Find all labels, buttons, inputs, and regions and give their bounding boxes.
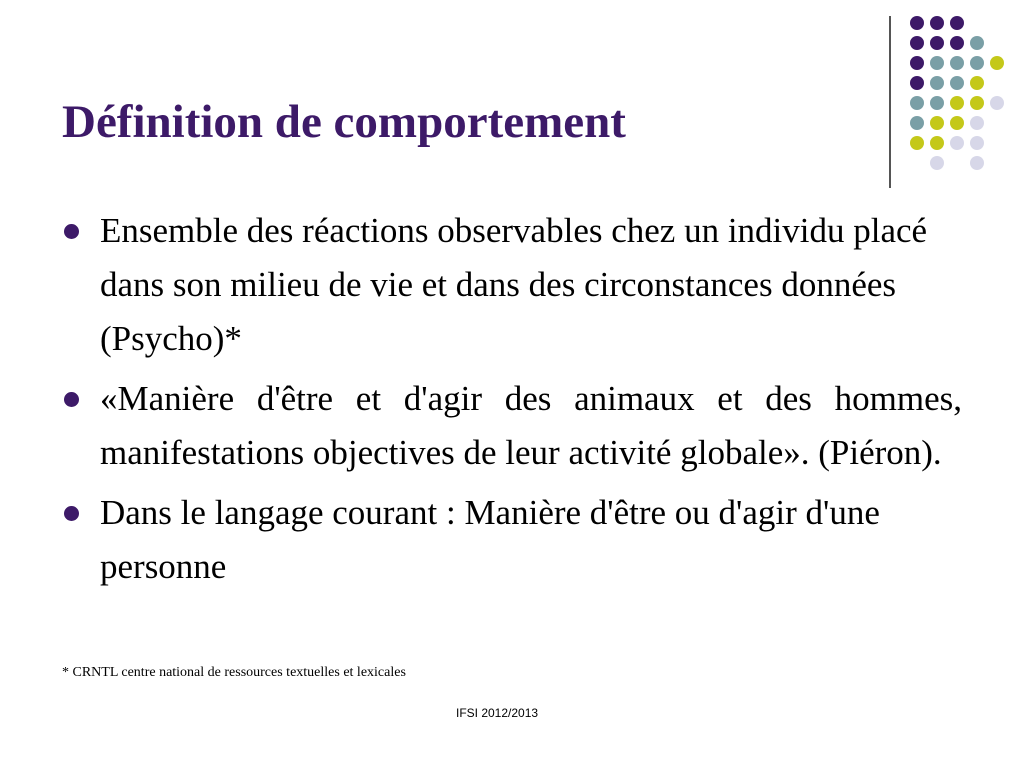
decor-dot xyxy=(930,96,944,110)
decor-dot xyxy=(990,56,1004,70)
bullet-item xyxy=(62,204,962,366)
slide-footer: IFSI 2012/2013 xyxy=(456,706,539,720)
bullet-item xyxy=(62,486,962,594)
bullet-dot-icon xyxy=(64,224,79,239)
decor-dot xyxy=(910,56,924,70)
footnote: * CRNTL centre national de ressources textuelles et lexicales xyxy=(62,665,406,680)
slide-title: Définition de comportement xyxy=(62,96,626,148)
decor-dot xyxy=(970,156,984,170)
decor-dot xyxy=(950,76,964,90)
decor-dot xyxy=(910,96,924,110)
decor-dot xyxy=(910,116,924,130)
decor-dot xyxy=(930,156,944,170)
decor-dot xyxy=(910,36,924,50)
decor-dot xyxy=(970,36,984,50)
decor-dot xyxy=(910,16,924,30)
decor-dot xyxy=(970,76,984,90)
decor-dot xyxy=(950,136,964,150)
bullet-text: Dans le langage courant : Manière d'être ou d'agir d'une personne xyxy=(100,493,880,586)
decor-dot xyxy=(950,16,964,30)
decor-dot xyxy=(950,56,964,70)
bullet-text: Ensemble des réactions observables chez un individu placé dans son milieu de vie et dans des circonstances données (Psycho)* xyxy=(100,211,928,358)
decor-dot xyxy=(970,116,984,130)
bullet-dot-icon xyxy=(64,506,79,521)
bullet-dot-icon xyxy=(64,392,79,407)
decor-dot xyxy=(930,56,944,70)
decor-dot xyxy=(910,136,924,150)
bullet-text: «Manière d'être et d'agir des animaux et des hommes, manifestations objectives de leur activité globale». (Piéron). xyxy=(100,379,962,472)
decor-dot xyxy=(990,96,1004,110)
bullet-item xyxy=(62,372,962,480)
decor-dot xyxy=(970,96,984,110)
vertical-divider xyxy=(889,16,891,188)
decor-dot xyxy=(930,36,944,50)
decor-dot xyxy=(930,76,944,90)
decor-dot xyxy=(950,116,964,130)
decor-dot xyxy=(970,56,984,70)
decor-dot xyxy=(930,116,944,130)
decor-dot xyxy=(970,136,984,150)
decor-dot xyxy=(930,16,944,30)
decor-dot xyxy=(950,96,964,110)
bullet-list xyxy=(62,204,962,600)
decor-dot xyxy=(910,76,924,90)
decor-dot xyxy=(930,136,944,150)
decor-dot xyxy=(950,36,964,50)
